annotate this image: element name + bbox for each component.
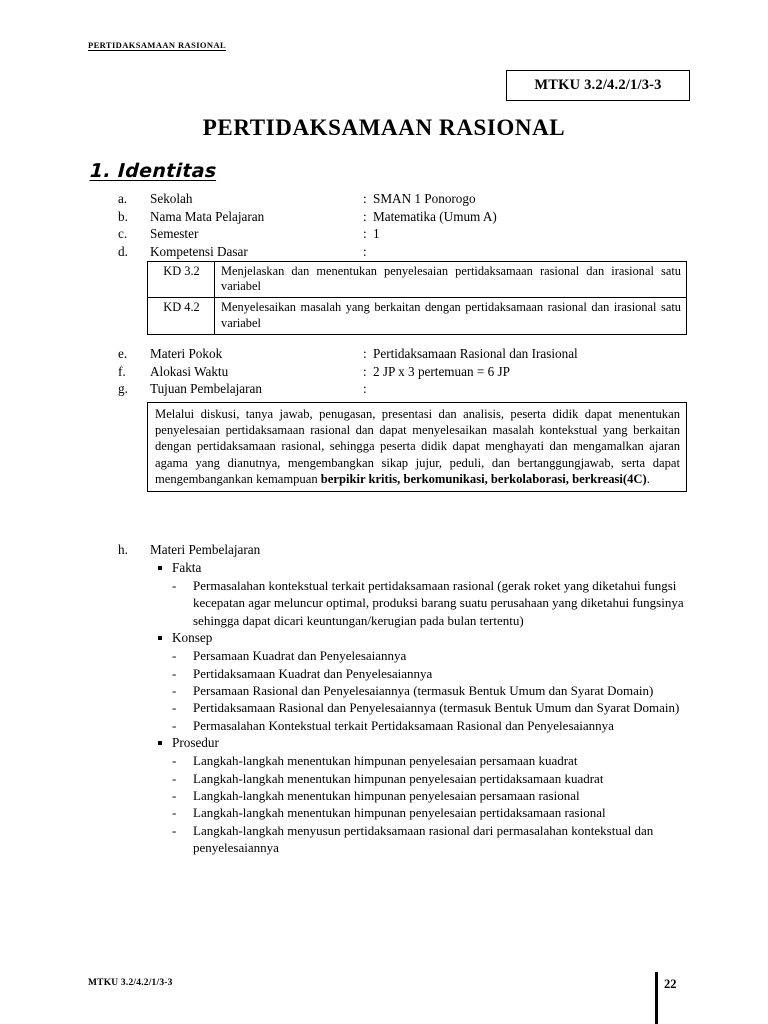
- field-colon: :: [363, 191, 367, 206]
- field-value: 1: [373, 226, 380, 242]
- field-label: Tujuan Pembelajaran: [150, 381, 262, 397]
- list-item: [172, 682, 698, 699]
- list-marker: e.: [118, 346, 128, 361]
- section-heading-identitas: 1. Identitas: [89, 160, 218, 182]
- materi-pembelajaran-section: [118, 541, 698, 857]
- kd-code-cell: KD 3.2: [148, 262, 215, 298]
- field-colon: :: [363, 243, 367, 259]
- field-label: Nama Mata Pelajaran: [150, 208, 265, 224]
- field-label: Sekolah: [150, 191, 193, 206]
- dash-bullet-icon: -: [172, 788, 177, 804]
- list-item: [118, 208, 688, 226]
- dash-bullet-icon: -: [172, 578, 177, 593]
- list-marker: g.: [118, 381, 128, 397]
- field-colon: :: [363, 363, 367, 379]
- list-item-text: Langkah-langkah menentukan himpunan penyelesaian persamaan rasional: [193, 788, 580, 804]
- list-marker: a.: [118, 191, 128, 206]
- materi-group-konsep: [158, 629, 698, 647]
- kd-description-cell: Menjelaskan dan menentukan penyelesaian pertidaksamaan rasional dan irasional satu variabel: [215, 262, 687, 298]
- list-item: [118, 345, 688, 363]
- field-value: Matematika (Umum A): [373, 208, 497, 224]
- list-item: [172, 699, 698, 716]
- objective-text-plain: Melalui diskusi, tanya jawab, penugasan, presentasi dan analisis, peserta didik dapat menentukan penyelesaian pertidaksamaan rasional dan dapat menyelesaikan masalah kontekstual yang berkaitan dengan pertidaksamaan rasional, sehingga peserta didik dapat menghayati dan mengamalkan ajaran agama yang dianutnya, mengembangkan sikap jujur, peduli, dan bertanggungjawab, serta dapat mengembangankan kemampuan: [155, 407, 680, 486]
- list-item: [118, 380, 688, 398]
- materi-group-fakta: [158, 559, 698, 577]
- field-colon: :: [363, 346, 367, 361]
- list-item-text: Persamaan Rasional dan Penyelesaiannya (termasuk Bentuk Umum dan Syarat Domain): [193, 683, 654, 699]
- list-marker: b.: [118, 208, 128, 224]
- objective-text-bold: berpikir kritis, berkomunikasi, berkolaborasi, berkreasi(4C): [320, 471, 647, 486]
- list-item-text: Langkah-langkah menentukan himpunan penyelesaian pertidaksamaan rasional: [193, 805, 606, 821]
- page-number: 22: [664, 977, 677, 991]
- list-item: [172, 647, 698, 664]
- list-item: [172, 717, 698, 734]
- dash-bullet-icon: -: [172, 822, 177, 838]
- list-item: [172, 752, 698, 769]
- list-item-text: Pertidaksamaan Kuadrat dan Penyelesaiannya: [193, 665, 433, 681]
- list-item: [118, 363, 688, 381]
- group-label: Fakta: [172, 560, 202, 575]
- page-title: PERTIDAKSAMAAN RASIONAL: [202, 115, 566, 140]
- field-colon: :: [363, 226, 367, 242]
- running-header: PERTIDAKSAMAAN RASIONAL: [88, 40, 227, 50]
- module-code-box: [506, 70, 690, 101]
- list-item-text: Permasalahan kontekstual terkait pertidaksamaan rasional (gerak roket yang diketahui fungsi kecepatan agar meluncur optimal, produksi barang suatu perusahaan yang diketahui fungsinya sehingga dapat dicari keuntungan/kerugian pada bulan tertentu): [193, 578, 684, 628]
- group-label: Konsep: [172, 630, 213, 646]
- kompetensi-dasar-table: [147, 261, 687, 335]
- kd-code-cell: KD 4.2: [148, 298, 215, 334]
- identity-list-continued: [118, 345, 688, 398]
- footer-divider: [655, 972, 658, 1024]
- field-value: Pertidaksamaan Rasional dan Irasional: [373, 346, 578, 361]
- square-bullet-icon: [158, 741, 162, 745]
- field-label: Alokasi Waktu: [150, 363, 229, 379]
- list-item: [118, 225, 688, 243]
- list-marker: h.: [118, 542, 128, 557]
- materi-heading: [118, 541, 698, 559]
- list-item-text: Permasalahan Kontekstual terkait Pertidaksamaan Rasional dan Penyelesaiannya: [193, 717, 614, 733]
- field-label: Semester: [150, 226, 199, 242]
- list-item-text: Langkah-langkah menentukan himpunan penyelesaian persamaan kuadrat: [193, 753, 578, 769]
- dash-bullet-icon: -: [172, 717, 177, 733]
- table-row: [148, 298, 687, 334]
- field-colon: :: [363, 381, 367, 397]
- list-item-text: Langkah-langkah menentukan himpunan penyelesaian pertidaksamaan kuadrat: [193, 770, 604, 786]
- field-value: SMAN 1 Ponorogo: [373, 191, 476, 206]
- dash-bullet-icon: -: [172, 648, 177, 664]
- list-item: [172, 577, 698, 629]
- field-colon: :: [363, 208, 367, 224]
- list-item: [118, 190, 688, 208]
- list-item: [172, 770, 698, 787]
- list-marker: f.: [118, 363, 126, 379]
- module-code-text: MTKU 3.2/4.2/1/3-3: [534, 77, 662, 93]
- list-item-text: Persamaan Kuadrat dan Penyelesaiannya: [193, 648, 407, 664]
- list-item: [172, 787, 698, 804]
- square-bullet-icon: [158, 636, 162, 640]
- materi-group-prosedur: [158, 734, 698, 752]
- list-item: [172, 822, 698, 857]
- group-label: Prosedur: [172, 735, 219, 751]
- list-item: [172, 804, 698, 821]
- dash-bullet-icon: -: [172, 683, 177, 699]
- list-item-text: Pertidaksamaan Rasional dan Penyelesaiannya (termasuk Bentuk Umum dan Syarat Domain): [193, 700, 680, 716]
- dash-bullet-icon: -: [172, 753, 177, 769]
- field-value: 2 JP x 3 pertemuan = 6 JP: [373, 363, 510, 379]
- square-bullet-icon: [158, 566, 162, 570]
- field-label: Kompetensi Dasar: [150, 243, 248, 259]
- dash-bullet-icon: -: [172, 700, 177, 716]
- kd-description-cell: Menyelesaikan masalah yang berkaitan dengan pertidaksamaan rasional dan irasional satu variabel: [215, 298, 687, 334]
- materi-heading-label: Materi Pembelajaran: [150, 542, 261, 557]
- list-item: [118, 243, 688, 261]
- dash-bullet-icon: -: [172, 665, 177, 681]
- field-label: Materi Pokok: [150, 346, 223, 361]
- table-row: [148, 262, 687, 298]
- list-item: [172, 665, 698, 682]
- list-marker: d.: [118, 243, 128, 259]
- learning-objective-box: [147, 402, 687, 492]
- list-item-text: Langkah-langkah menyusun pertidaksamaan rasional dari permasalahan kontekstual dan penyelesaiannya: [193, 822, 654, 856]
- dash-bullet-icon: -: [172, 805, 177, 821]
- objective-text-tail: .: [646, 471, 650, 486]
- list-marker: c.: [118, 226, 128, 242]
- footer-left-text: MTKU 3.2/4.2/1/3-3: [88, 978, 173, 988]
- identity-list: [118, 190, 688, 260]
- dash-bullet-icon: -: [172, 770, 177, 786]
